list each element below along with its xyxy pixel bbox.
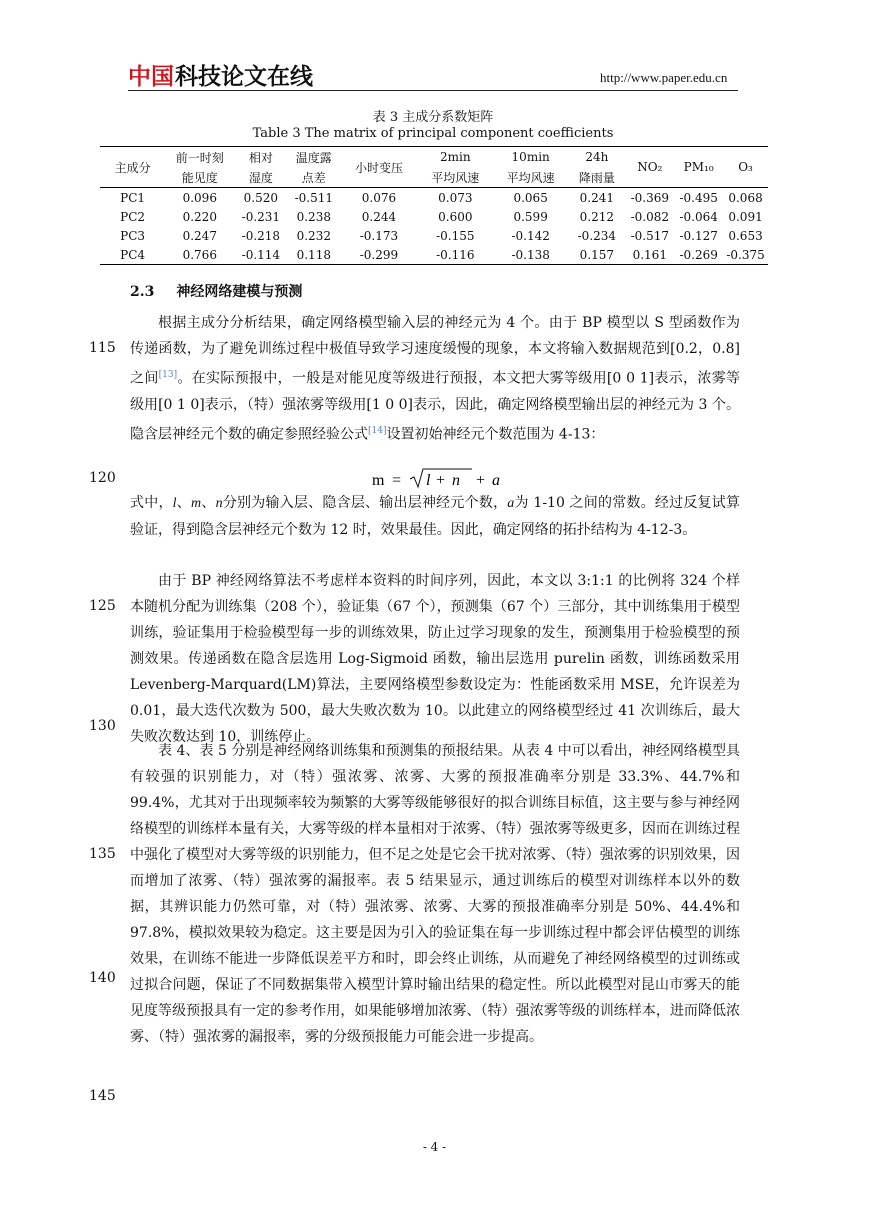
col-header: NO₂ [625, 147, 674, 188]
table-cell: -0.114 [234, 245, 287, 265]
section-number: 2.3 [130, 284, 155, 300]
line-number: 125 [89, 598, 116, 614]
col-header: 温度露 [287, 147, 340, 168]
table-cell: 0.766 [165, 245, 234, 265]
section-title: 神经网络建模与预测 [176, 284, 303, 300]
table-cell: -0.138 [493, 245, 568, 265]
text-span: 、 [201, 495, 216, 511]
table-cell: 0.244 [361, 209, 397, 224]
table-cell: -0.116 [418, 245, 493, 265]
row-label: PC4 [100, 245, 165, 265]
table-cell: 0.076 [361, 190, 397, 205]
col-header: PM₁₀ [674, 147, 723, 188]
table-row [100, 207, 768, 226]
var-a: a [507, 496, 515, 511]
table-cell: 0.220 [182, 209, 217, 224]
col-header: 湿度 [234, 167, 287, 188]
table-cell: -0.517 [630, 228, 669, 243]
table-cell: -0.511 [294, 190, 333, 205]
citation-14[interactable]: [14] [368, 425, 387, 436]
col-header: 前一时刻 [165, 147, 234, 168]
eq-l: l [426, 472, 431, 489]
col-header: 相对 [234, 147, 287, 168]
line-number: 145 [89, 1088, 116, 1104]
row-label: PC2 [120, 209, 146, 224]
row-label: PC3 [120, 228, 146, 243]
table-cell: 0.068 [728, 190, 763, 205]
text-span: 设置初始神经元个数范围为 4-13： [386, 426, 605, 443]
table-header-row-1 [100, 147, 768, 168]
line-number: 140 [89, 970, 116, 986]
site-logo [128, 62, 318, 88]
table-cell: -0.218 [241, 228, 281, 243]
var-n: n [215, 496, 223, 511]
col-header: 24h [568, 147, 625, 168]
table-cell: -0.369 [630, 190, 669, 205]
logo-text-black: 科技论文在线 [175, 64, 313, 88]
table-cell: -0.064 [679, 209, 718, 224]
col-header: 点差 [287, 167, 340, 188]
table-body [100, 188, 768, 265]
citation-13[interactable]: [13] [158, 370, 178, 380]
text-span: 。在实际预报中，一般是对能见度等级进行预报，本文把大雾等级用[0 0 1]表示，浓雾等级用[0 1 0]表示，（特）强浓雾等级用[1 0 0]表示，因此，确定网络模型输出层的神经元为 3 个。隐含层神经元个数的确定参照经验公式 [130, 370, 741, 443]
table-cell: 0.065 [513, 190, 548, 205]
eq-eq: = [392, 472, 402, 489]
header-rule [128, 90, 738, 91]
col-header: O₃ [723, 147, 768, 188]
col-header: 平均风速 [493, 167, 568, 188]
table-cell: 0.599 [513, 209, 548, 224]
paragraph-4: 表 4、表 5 分别是神经网络训练集和预测集的预报结果。从表 4 中可以看出，神经网络模型具有较强的识别能力，对（特）强浓雾、浓雾、大雾的预报准确率分别是 33.3%、44.7%和 99.4%，尤其对于出现频率较为频繁的大雾等级能够很好的拟合训练目标值，这主要与参与神经网络模型的训练样本量有关，大雾等级的样本量相对于浓雾、（特）强浓雾等级更多，因而在训练过程中强化了模型对大雾等级的识别能力，但不足之处是它会干扰对浓雾、（特）强浓雾的识别效果，因而增加了浓雾、（特）强浓雾的漏报率。表 5 结果显示，通过训练后的模型对训练样本以外的数据，其辨识能力仍然可靠，对（特）强浓雾、浓雾、大雾的预报准确率分别是 50%、44.4%和 97.8%，模拟效果较为稳定。这主要是因为引入的验证集在每一步训练过程中都会评估模型的训练效果，在训练不能进一步降低误差平方和时，即会终止训练，从而避免了神经网络模型的过训练或过拟合问题，保证了不同数据集带入模型计算时输出结果的稳定性。所以此模型对昆山市雾天的能见度等级预报具有一定的参考作用，如果能够增加浓雾、（特）强浓雾等级的训练样本，进而降低浓雾、（特）强浓雾的漏报率，雾的分级预报能力可能会进一步提高。 [130, 743, 740, 1045]
var-m: m [191, 496, 202, 511]
col-header: 降雨量 [568, 167, 625, 188]
eq-a: a [492, 472, 500, 489]
table-row [100, 188, 768, 208]
col-header: 2min [418, 147, 493, 168]
eq-n: n [452, 472, 460, 489]
table-cell: 0.247 [182, 228, 217, 243]
equation-graphic [370, 467, 510, 491]
col-header: 平均风速 [418, 167, 493, 188]
table-cell: -0.234 [577, 228, 617, 243]
text-span: 分别为输入层、隐含层、输出层神经元个数， [222, 495, 508, 511]
table-cell: 0.232 [296, 228, 331, 243]
table-cell: -0.142 [511, 228, 550, 243]
table-cell: 0.212 [579, 209, 615, 224]
table-cell: 0.600 [438, 209, 473, 224]
table-cell: -0.495 [679, 190, 718, 205]
line-number: 130 [89, 718, 116, 734]
table-cell: 0.157 [568, 245, 625, 265]
col-header: 主成分 [100, 147, 165, 188]
line-number: 115 [89, 340, 116, 356]
table-row [100, 245, 768, 265]
var-l: l [172, 496, 177, 511]
table-caption-cn: 表 3 主成分系数矩阵 [372, 110, 494, 125]
table-cell: 0.161 [625, 245, 674, 265]
header-url[interactable]: http://www.paper.edu.cn [600, 70, 728, 85]
text-span: 为 1-10 之间的常数。经过反复试算验证，得到隐含层神经元个数为 12 时，效果最佳。因此，确定网络的拓扑结构为 4-12-3。 [130, 495, 741, 538]
eq-m: m [372, 472, 385, 489]
eq-plus2: + [476, 472, 486, 489]
text-span: 、 [176, 495, 192, 511]
line-number: 120 [89, 470, 116, 486]
table-row [100, 226, 768, 245]
col-header: 能见度 [165, 167, 234, 188]
text-span: 式中， [130, 495, 173, 511]
col-header: 小时变压 [340, 147, 417, 188]
coefficient-table [100, 146, 768, 265]
table-cell: -0.231 [241, 209, 281, 224]
table-cell: -0.155 [436, 228, 475, 243]
table-cell: 0.091 [728, 209, 763, 224]
table-cell: 0.520 [243, 190, 279, 205]
paragraph-1 [130, 310, 740, 447]
table-cell: 0.118 [287, 245, 340, 265]
row-label: PC1 [120, 190, 146, 205]
line-number: 135 [89, 846, 116, 862]
table-cell: 0.073 [438, 190, 473, 205]
table-cell: -0.269 [674, 245, 723, 265]
table-cell: -0.082 [630, 209, 669, 224]
table-cell: 0.238 [296, 209, 331, 224]
paragraph-2 [130, 490, 740, 543]
table-caption-en: Table 3 The matrix of principal component coefficients [252, 126, 614, 141]
paragraph-3: 由于 BP 神经网络算法不考虑样本资料的时间序列，因此，本文以 3:1:1 的比例将 324 个样本随机分配为训练集（208 个），验证集（67 个），预测集（67 个）三部分，其中训练集用于模型训练，验证集用于检验模型每一步的训练效果，防止过学习现象的发生，预测集用于检验模型的预测效果。传递函数在隐含层选用 Log-Sigmoid 函数，输出层选用 purelin 函数，训练函数采用 Levenberg-Marquard(LM)算法，主要网络模型参数设定为：性能函数采用 MSE，允许误差为 0.01，最大迭代次数为 500，最大失败次数为 10。以此建立的网络模型经过 41 次训练后，最大失败次数达到 10，训练停止。 [130, 573, 740, 745]
col-header: 10min [493, 147, 568, 168]
table-cell: 0.653 [728, 228, 763, 243]
table-cell: -0.299 [340, 245, 417, 265]
section-heading [130, 281, 302, 301]
table-cell: -0.173 [359, 228, 399, 243]
eq-plus: + [436, 472, 446, 489]
table-cell: -0.375 [723, 245, 768, 265]
table-cell: 0.096 [182, 190, 217, 205]
table-cell: -0.127 [679, 228, 718, 243]
table-cell: 0.241 [579, 190, 615, 205]
page-number: - 4 - [422, 1140, 447, 1154]
logo-text-red: 中国 [128, 64, 174, 88]
text-span: 根据主成分分析结果，确定网络模型输入层的神经元为 4 个。由于 BP 模型以 S 型函数作为传递函数，为了避免训练过程中极值导致学习速度缓慢的现象，本文将输入数据规范到[0.2，0.8]之间 [130, 315, 740, 387]
